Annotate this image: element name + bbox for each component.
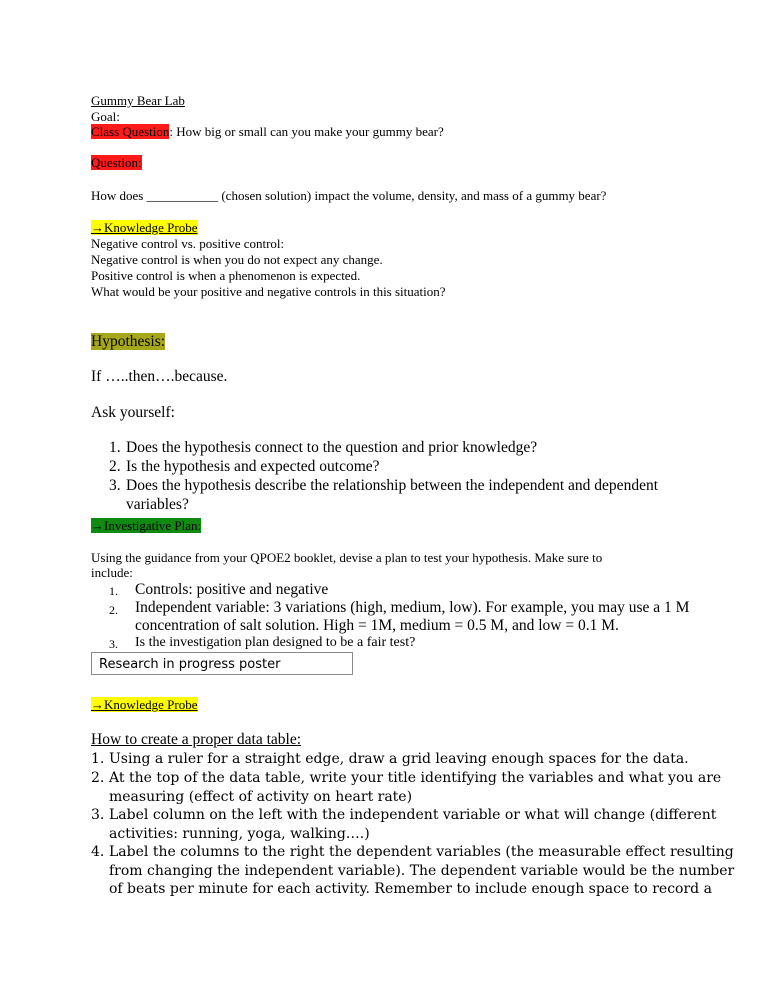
- knowledge-probe-heading: →Knowledge Probe: [91, 697, 198, 712]
- class-question-label: Class Question: [91, 124, 170, 139]
- question-text: How does ___________ (chosen solution) impact the volume, density, and mass of a gummy bear?: [91, 188, 607, 203]
- goal-label: Goal:: [91, 109, 120, 124]
- plan-intro: Using the guidance from your QPOE2 booklet, devise a plan to test your hypothesis. Make sure to: [91, 550, 603, 565]
- probe-line: Positive control is when a phenomenon is expected.: [91, 268, 361, 283]
- class-question: [91, 124, 444, 140]
- probe-line: Negative control vs. positive control:: [91, 236, 285, 251]
- hypothesis-template: If …..then….because.: [91, 368, 228, 385]
- hypothesis-heading: Hypothesis:: [91, 333, 166, 350]
- ask-yourself: Ask yourself:: [91, 404, 175, 421]
- document-page: Gummy Bear Lab Goal: Class Question: How big or small can you make your gummy bear? Question: How does ___________ (chosen solution) impact the volume, density, and mass of a gummy bear? →Knowledge Probe Negative control vs. positive control: Negative control is when you do not expect any change. Positive control is when a phenomenon is expected. What would be your positive and negative controls in this situation? Hypothesis: If …..then….because. Ask yourself: 1. Does the hypothesis connect to the question and prior knowledge? 2. Is the hypothesis and expected outcome? 3. Does the hypothesis describe the relationship between the independent and dependent variables? →Investigative Plan: Using the guidance from your QPOE2 booklet, devise a plan to test your hypothesis. Make sure to include: 1. Controls: positive and negative 2. Independent variable: 3 variations (high, medium, low). For example, you may use a 1 M concentration of salt solution. High = 1M, medium = 0.5 M, and low = 0.1 M. 3. Is the investigation plan designed to be a fair test? Research in progress poster →Knowledge Probe How to create a proper data table: 1. Using a ruler for a straight edge, draw a grid leaving enough spaces for the data. 2. At the top of the data table, write your title identifying the variables and what you are measuring (effect of activity on heart rate) 3. Label column on the left with the independent variable or what will change (different activities: running, yoga, walking….) 4. Label the columns to the right the dependent variables (the measurable effect resulting from changing the independent variable). The dependent variable would be the number of beats per minute for each activity. Remember to include enough space to record a: [91, 93, 735, 897]
- lab-title: Gummy Bear Lab: [91, 93, 185, 108]
- class-question-text: : How big or small can you make your gummy bear?: [169, 124, 444, 139]
- plan-intro: include:: [91, 565, 133, 580]
- probe-line: What would be your positive and negative controls in this situation?: [91, 284, 446, 299]
- investigative-plan-heading: →Investigative Plan:: [91, 518, 202, 533]
- question-heading: Question:: [91, 155, 142, 170]
- knowledge-probe-heading: →Knowledge Probe: [91, 220, 198, 235]
- research-poster-box: [91, 652, 353, 675]
- data-table-subheading: How to create a proper data table:: [91, 731, 302, 748]
- research-poster-label: Research in progress poster: [99, 657, 281, 672]
- probe-line: Negative control is when you do not expect any change.: [91, 252, 383, 267]
